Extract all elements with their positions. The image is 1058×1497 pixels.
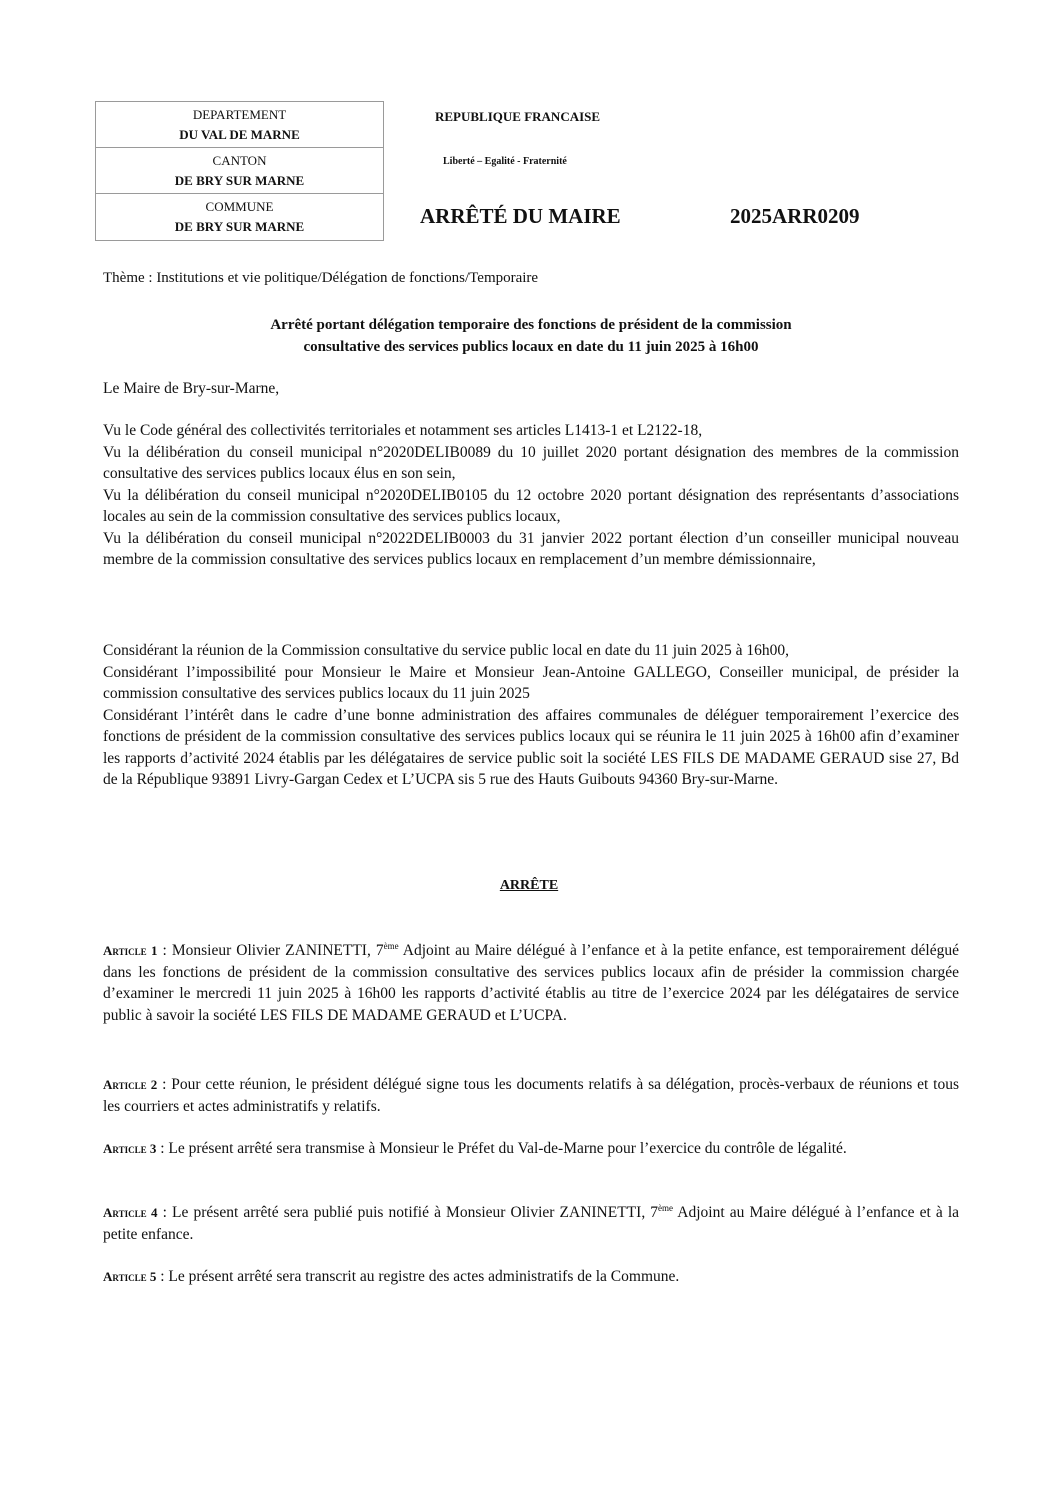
article-3 [103,1138,959,1160]
article-2-text: : Pour cette réunion, le président délégué signe tous les documents relatifs à sa délégation, procès-verbaux de réunions et tous les courriers et actes administratifs y relatifs. [103,1076,959,1115]
visa-2: Vu la délibération du conseil municipal n°2020DELIB0089 du 10 juillet 2020 portant désignation des membres de la commission consultative des services publics locaux élus en son sein, [103,443,959,482]
departement-value: DU VAL DE MARNE [179,126,300,142]
article-1-label: Article 1 [103,943,158,958]
visas-block [103,420,959,571]
objet-line-1: Arrêté portant délégation temporaire des fonctions de président de la commission [270,317,792,333]
considerants-block [103,640,959,791]
canton-label: CANTON [212,152,267,168]
arrete-title: ARRÊTÉ DU MAIRE [420,204,621,228]
objet-line-2: consultative des services publics locaux en date du 11 juin 2025 à 16h00 [303,339,759,355]
devise: Liberté – Egalité - Fraternité [443,156,567,167]
commune-cell [96,194,383,240]
visa-1: Vu le Code général des collectivités territoriales et notamment ses articles L1413-1 et L2122-18, [103,422,703,439]
maire-line: Le Maire de Bry-sur-Marne, [103,380,280,397]
departement-cell [96,102,383,148]
article-5-text: : Le présent arrêté sera transcrit au registre des actes administratifs de la Commune. [156,1268,680,1285]
canton-cell [96,148,383,194]
article-1-sup: ème [383,940,399,951]
considerant-1: Considérant la réunion de la Commission consultative du service public local en date du 11 juin 2025 à 16h00, [103,642,790,659]
arrete-number: 2025ARR0209 [730,204,860,228]
commune-label: COMMUNE [205,199,274,214]
article-2-label: Article 2 [103,1077,158,1092]
theme-line: Thème : Institutions et vie politique/Délégation de fonctions/Temporaire [103,270,539,286]
departement-label: DEPARTEMENT [192,106,287,122]
article-4-label: Article 4 [103,1205,158,1220]
arrete-heading: ARRÊTE [499,878,559,893]
visa-4: Vu la délibération du conseil municipal n°2022DELIB0003 du 31 janvier 2022 portant élection d’un conseiller municipal nouveau membre de la commission consultative des services publics locaux en remplacement d’un membre démissionnaire, [103,529,959,568]
article-3-text: : Le présent arrêté sera transmise à Monsieur le Préfet du Val-de-Marne pour l’exercice du contrôle de légalité. [156,1140,847,1157]
article-2 [103,1074,959,1117]
visa-3: Vu la délibération du conseil municipal n°2020DELIB0105 du 12 octobre 2020 portant désignation des représentants d’associations locales au sein de la commission consultative des services publics locaux, [103,486,959,525]
objet-heading [103,314,959,358]
republique-heading: REPUBLIQUE FRANCAISE [435,109,601,124]
considerant-3: Considérant l’intérêt dans le cadre d’une bonne administration des affaires communales de déléguer temporairement l’exercice des fonctions de président de la commission consultative des services publics locaux qui se réunira le 11 juin 2025 à 16h00 afin d’examiner les rapports d’activité 2024 établis par les délégataires de service public soit la société LES FILS DE MADAME GERAUD sise 27, Bd de la République 93891 Livry-Gargan Cedex et L’UCPA sis 5 rue des Hauts Guibouts 94360 Bry-sur-Marne. [103,706,959,788]
article-4-sup: ème [658,1202,674,1213]
article-1 [103,940,959,1026]
commune-value: DE BRY SUR MARNE [174,219,305,234]
header-table [95,101,384,241]
considerant-2: Considérant l’impossibilité pour Monsieur le Maire et Monsieur Jean-Antoine GALLEGO, Conseiller municipal, de présider la commission consultative des services publics locaux du 11 juin 2025 [103,663,959,702]
article-3-label: Article 3 [103,1141,157,1156]
article-1-text-after: Adjoint au Maire délégué à l’enfance et à la petite enfance, est temporairement délégué dans les fonctions de président de la commission consultative des services publics locaux afin de présider la commission chargée d’examiner le mercredi 11 juin 2025 à 16h00 les rapports d’activité établis au titre de l’exercice 2024 par les délégataires de service public à savoir la société LES FILS DE MADAME GERAUD et L’UCPA. [103,942,959,1024]
article-4-text-before: : Le présent arrêté sera publié puis notifié à Monsieur Olivier ZANINETTI, 7 [157,1204,659,1221]
article-4-text-after: Adjoint au Maire délégué à l’enfance et à la petite enfance. [103,1204,959,1243]
article-4 [103,1202,959,1245]
canton-value: DE BRY SUR MARNE [174,172,305,188]
article-5-label: Article 5 [103,1269,157,1284]
article-1-text-before: : Monsieur Olivier ZANINETTI, 7 [157,942,384,959]
article-5 [103,1266,959,1288]
